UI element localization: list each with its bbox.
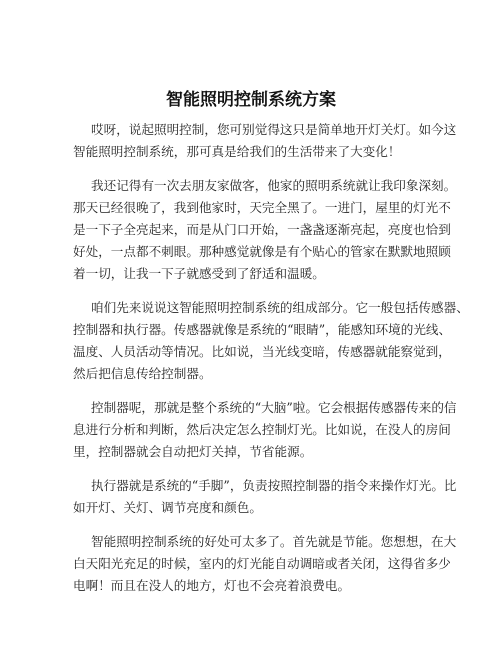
paragraph-4-line-1: 控制器呢，那就是整个系统的“大脑”啦。它会根据传感器传来的信 — [91, 400, 457, 415]
document-title: 智能照明控制系统方案 — [166, 90, 336, 110]
paragraph-4-line-3: 里，控制器就会自动把灯关掉，节省能源。 — [73, 444, 313, 459]
paragraph-2-line-4: 好处，一点都不刺眼。那种感觉就像是有个贴心的管家在默默地照顾 — [73, 244, 451, 259]
paragraph-2-line-3: 是一下子全亮起来，而是从门口开始，一盏盏逐渐亮起，亮度也恰到 — [73, 222, 451, 237]
paragraph-5-line-1: 执行器就是系统的“手脚”，负责按照控制器的指令来操作灯光。比 — [91, 478, 457, 493]
paragraph-2-line-2: 那天已经很晚了，我到他家时，天完全黑了。一进门，屋里的灯光不 — [73, 200, 451, 215]
paragraph-2-line-5: 着一切，让我一下子就感受到了舒适和温暖。 — [73, 266, 325, 281]
paragraph-3-line-1: 咱们先来说说这智能照明控制系统的组成部分。它一般包括传感器、 — [91, 300, 469, 315]
paragraph-3-line-4: 然后把信息传给控制器。 — [73, 366, 212, 381]
paragraph-3-line-3: 温度、人员活动等情况。比如说，当光线变暗，传感器就能察觉到， — [73, 344, 451, 359]
paragraph-6-line-3: 电啊！而且在没人的地方，灯也不会亮着浪费电。 — [73, 578, 351, 593]
paragraph-5-line-2: 如开灯、关灯、调节亮度和颜色。 — [73, 500, 262, 515]
paragraph-4-line-2: 息进行分析和判断，然后决定怎么控制灯光。比如说，在没人的房间 — [73, 422, 451, 437]
paragraph-2-line-1: 我还记得有一次去朋友家做客，他家的照明系统就让我印象深刻。 — [91, 178, 457, 193]
paragraph-6-line-1: 智能照明控制系统的好处可太多了。首先就是节能。您想想，在大 — [91, 534, 457, 549]
paragraph-1-line-1: 哎呀，说起照明控制，您可别觉得这只是简单地开灯关灯。如今这 — [91, 122, 457, 137]
paragraph-3-line-2: 控制器和执行器。传感器就像是系统的“眼睛”，能感知环境的光线、 — [73, 322, 452, 337]
paragraph-1-line-2: 智能照明控制系统，那可真是给我们的生活带来了大变化！ — [73, 144, 401, 159]
paragraph-6-line-2: 白天阳光充足的时候，室内的灯光能自动调暗或者关闭，这得省多少 — [73, 556, 451, 571]
